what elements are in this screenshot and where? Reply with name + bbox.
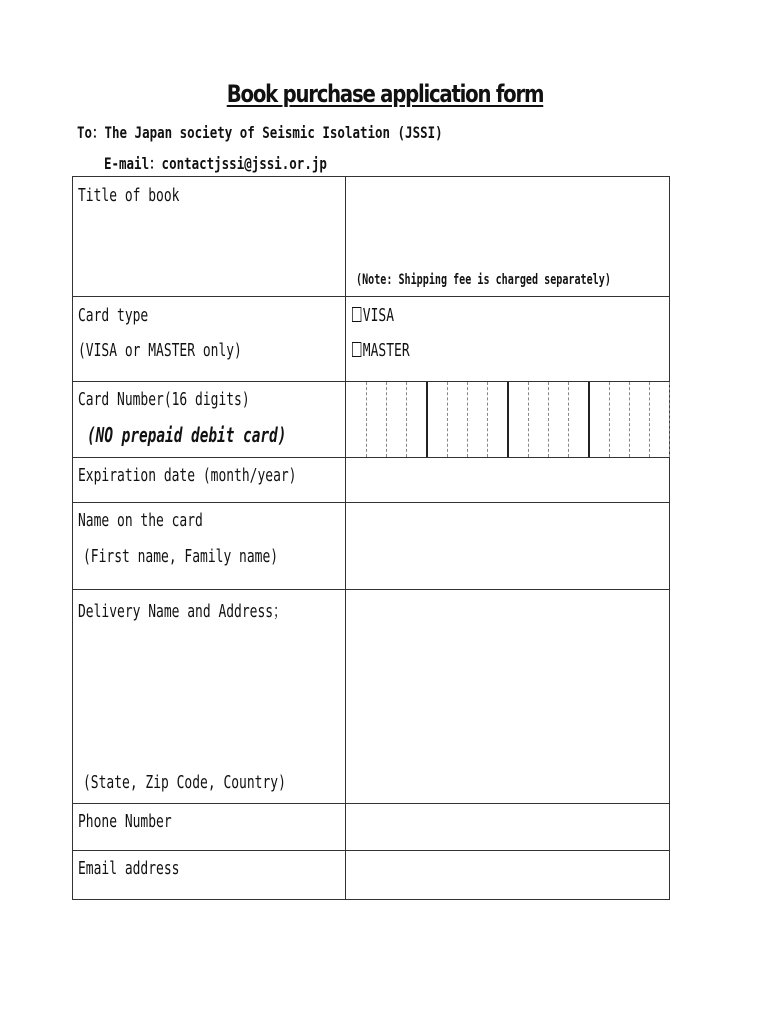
delivery-label: Delivery Name and Address； <box>78 601 287 622</box>
expiration-field[interactable] <box>346 458 669 502</box>
name-on-card-sub-label: (First name, Family name) <box>83 546 279 567</box>
title-of-book-field[interactable] <box>346 177 669 296</box>
checkbox-icon <box>352 307 361 322</box>
row-expiration <box>73 458 669 503</box>
visa-checkbox[interactable]: VISA <box>352 305 394 326</box>
recipient-email: E-mail：contactjssi@jssi.or.jp <box>104 154 327 173</box>
card-type-sub-label: (VISA or MASTER only) <box>78 340 242 361</box>
row-card-type <box>73 297 669 382</box>
phone-field[interactable] <box>346 804 669 850</box>
master-checkbox[interactable]: MASTER <box>352 340 410 361</box>
page-title: Book purchase application form <box>226 80 544 108</box>
card-number-label: Card Number(16 digits) <box>78 389 250 410</box>
row-phone <box>73 804 669 851</box>
row-title-of-book <box>73 177 669 297</box>
expiration-label: Expiration date (month/year) <box>78 465 297 486</box>
email-label: Email address <box>78 858 180 879</box>
card-number-field[interactable] <box>346 382 669 457</box>
card-digit-boxes <box>346 382 669 457</box>
name-on-card-field[interactable] <box>346 503 669 589</box>
row-card-number <box>73 382 669 458</box>
card-type-label: Card type <box>78 305 149 326</box>
title-of-book-label: Title of book <box>78 185 180 206</box>
row-name-on-card <box>73 503 669 590</box>
recipient-line: To：The Japan society of Seismic Isolation (JSSI) <box>77 123 443 142</box>
name-on-card-label: Name on the card <box>78 510 203 531</box>
row-delivery-address <box>73 590 669 804</box>
shipping-note: (Note: Shipping fee is charged separately) <box>356 272 611 288</box>
delivery-sub-label: (State, Zip Code, Country) <box>83 772 286 793</box>
email-field[interactable] <box>346 851 669 899</box>
checkbox-icon <box>352 342 361 357</box>
delivery-address-field[interactable] <box>346 590 669 803</box>
row-email <box>73 851 669 899</box>
application-form <box>72 176 670 900</box>
card-number-note: (NO prepaid debit card) <box>87 423 287 447</box>
phone-label: Phone Number <box>78 811 172 832</box>
